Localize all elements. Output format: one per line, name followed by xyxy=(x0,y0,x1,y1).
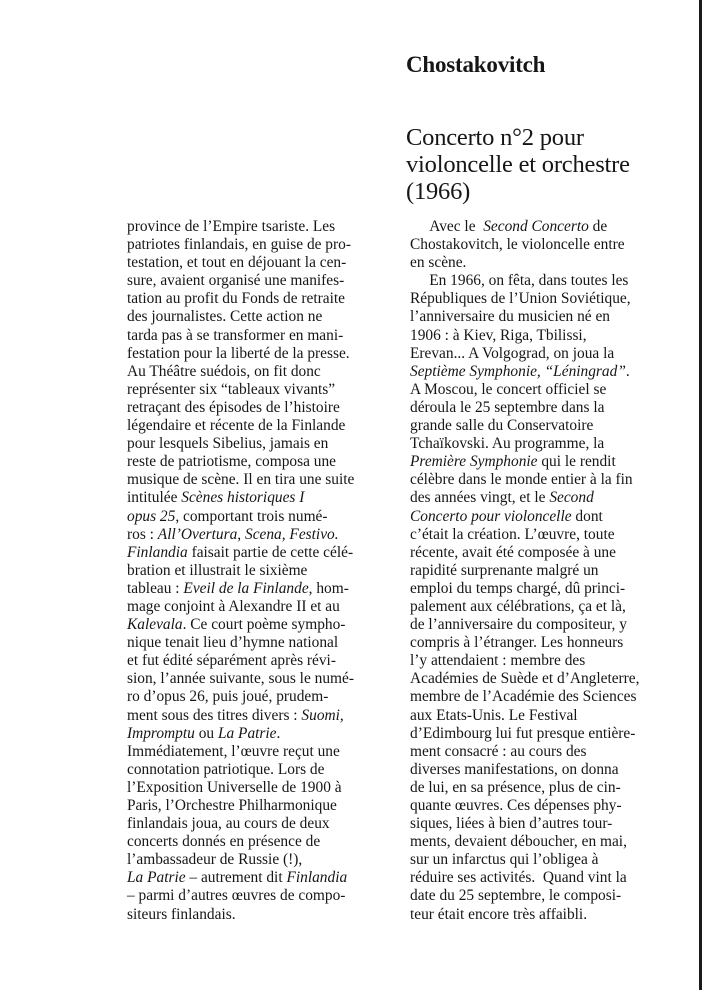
text-line xyxy=(410,489,692,507)
work-title-line: (1966) xyxy=(406,178,471,205)
italic-title: Suomi, xyxy=(301,706,344,724)
text-run: Tchaïkovski. Au programme, la xyxy=(410,435,605,453)
text-line xyxy=(410,526,692,544)
text-run: déroula le 25 septembre dans la xyxy=(410,398,605,416)
text-run: connotation patriotique. Lors de xyxy=(127,760,325,778)
text-line xyxy=(127,345,389,363)
text-line xyxy=(410,887,692,905)
text-run: . xyxy=(625,362,630,380)
text-line xyxy=(410,327,692,345)
text-line xyxy=(410,399,692,417)
right-text-column xyxy=(410,218,692,924)
text-run: l’Exposition Universelle de 1900 à xyxy=(127,778,342,796)
composer-heading: Chostakovitch xyxy=(406,52,546,77)
text-run: tation au profit du Fonds de retraite xyxy=(127,290,345,308)
italic-title: Septième Symphonie, “Léningrad” xyxy=(410,362,626,380)
text-run: siques, liées à bien d’autres tour- xyxy=(410,815,613,833)
text-line xyxy=(410,218,692,236)
text-line xyxy=(410,797,692,815)
italic-title: Second xyxy=(549,489,594,507)
text-run: rapidité surprenante malgré un xyxy=(410,561,599,579)
text-run: patriotes finlandais, en guise de pro- xyxy=(127,236,351,254)
italic-title: Eveil de la Finlande xyxy=(183,579,309,597)
italic-title: Kalevala xyxy=(127,616,183,634)
text-line xyxy=(410,508,692,526)
text-run: de xyxy=(588,218,608,235)
text-line xyxy=(127,453,389,471)
text-run: ments, devaient déboucher, en mai, xyxy=(410,833,627,851)
italic-title: opus 25 xyxy=(127,507,176,525)
text-line xyxy=(127,797,389,815)
text-line xyxy=(127,327,389,345)
italic-title: Concerto pour violoncelle xyxy=(410,507,572,525)
text-line xyxy=(410,906,692,924)
text-run: membre de l’Académie des Sciences xyxy=(410,688,637,706)
text-run: récente, avait été composée à une xyxy=(410,543,616,561)
text-line xyxy=(410,725,692,743)
text-line xyxy=(410,254,692,272)
text-run: siteurs finlandais. xyxy=(127,905,236,923)
text-run: En 1966, on fêta, dans toutes les xyxy=(410,272,629,290)
text-run: l’y attendaient : membre des xyxy=(410,652,586,670)
text-line xyxy=(127,833,389,851)
text-run: teur était encore très affaibli. xyxy=(410,905,588,923)
text-run: représenter six “tableaux vivants” xyxy=(127,380,336,398)
text-line xyxy=(127,598,389,616)
text-line xyxy=(410,779,692,797)
text-line xyxy=(410,345,692,363)
text-run: nique tenait lieu d’hymne national xyxy=(127,634,339,652)
text-line xyxy=(127,435,389,453)
text-run: réduire ses activités. Quand vint la xyxy=(410,869,627,887)
text-line xyxy=(127,562,389,580)
text-line xyxy=(127,743,389,761)
text-line xyxy=(410,580,692,598)
text-line xyxy=(127,652,389,670)
work-title xyxy=(406,124,696,205)
text-line xyxy=(127,290,389,308)
text-run: musique de scène. Il en tira une suite xyxy=(127,471,355,489)
text-run: A Moscou, le concert officiel se xyxy=(410,380,607,398)
text-line xyxy=(410,471,692,489)
text-line xyxy=(127,489,389,507)
text-line xyxy=(127,851,389,869)
text-run: l’anniversaire du musicien né en xyxy=(410,308,611,326)
text-line xyxy=(410,236,692,254)
text-line xyxy=(127,471,389,489)
text-run: Académies de Suède et d’Angleterre, xyxy=(410,670,640,688)
text-line xyxy=(127,779,389,797)
text-run: de lui, en sa présence, plus de cin- xyxy=(410,778,621,796)
italic-title: La Patrie xyxy=(127,869,186,887)
text-run: , comportant trois numé- xyxy=(175,507,328,525)
text-run: quante œuvres. Ces dépenses phy- xyxy=(410,797,622,814)
text-line xyxy=(410,562,692,580)
text-run: légendaire et récente de la Finlande xyxy=(127,417,346,435)
work-title-line: violoncelle et orchestre xyxy=(406,151,630,178)
text-line xyxy=(127,218,389,236)
text-line xyxy=(127,417,389,435)
text-run: des années vingt, et le xyxy=(410,489,550,507)
text-run: en scène. xyxy=(410,254,467,272)
text-line xyxy=(127,580,389,598)
italic-title: Impromptu xyxy=(127,724,195,742)
text-line xyxy=(410,272,692,290)
text-line xyxy=(127,236,389,254)
text-run: Immédiatement, l’œuvre reçut une xyxy=(127,742,340,760)
text-line xyxy=(127,815,389,833)
text-line xyxy=(127,887,389,905)
text-run: sion, l’année suivante, sous le numé- xyxy=(127,670,354,688)
text-line xyxy=(410,670,692,688)
text-run: l’ambassadeur de Russie (!), xyxy=(127,851,303,869)
left-text-column xyxy=(127,218,389,924)
text-line xyxy=(127,399,389,417)
text-line xyxy=(127,526,389,544)
text-line xyxy=(410,308,692,326)
text-run: Au Théâtre suédois, on fit donc xyxy=(127,362,321,380)
text-run: c’était la création. L’œuvre, toute xyxy=(410,525,615,543)
text-run: province de l’Empire tsariste. Les xyxy=(127,218,336,235)
text-run: , hom- xyxy=(308,579,349,597)
text-run: d’Edimbourg lui fut presque entière- xyxy=(410,724,636,742)
italic-title: Finlandia xyxy=(286,869,348,887)
text-line xyxy=(127,761,389,779)
text-line xyxy=(410,869,692,887)
text-line xyxy=(127,670,389,688)
text-run: compris à l’étranger. Les honneurs xyxy=(410,634,624,652)
italic-title: Première Symphonie xyxy=(410,453,538,471)
text-line xyxy=(127,906,389,924)
text-line xyxy=(410,707,692,725)
text-line xyxy=(410,381,692,399)
text-run: reste de patriotisme, composa une xyxy=(127,453,336,471)
text-run: faisait partie de cette célé- xyxy=(187,543,354,561)
text-line xyxy=(410,417,692,435)
text-line xyxy=(410,363,692,381)
text-line xyxy=(127,725,389,743)
text-run: dont xyxy=(571,507,603,525)
text-run: ou xyxy=(194,724,218,742)
text-line xyxy=(127,544,389,562)
text-run: de l’anniversaire du compositeur, y xyxy=(410,616,627,634)
text-run: grande salle du Conservatoire xyxy=(410,417,594,435)
text-run: . Ce court poème sympho- xyxy=(182,616,346,634)
text-line xyxy=(127,272,389,290)
italic-title: La Patrie xyxy=(217,724,277,742)
text-line xyxy=(127,508,389,526)
text-line xyxy=(127,381,389,399)
italic-title: Second Concerto xyxy=(483,218,589,235)
text-run: ros : xyxy=(127,525,158,543)
text-run: aux Etats-Unis. Le Festival xyxy=(410,706,578,724)
text-line xyxy=(127,869,389,887)
text-line xyxy=(410,616,692,634)
text-run: concerts donnés en présence de xyxy=(127,833,321,851)
text-line xyxy=(410,761,692,779)
text-run: mage conjoint à Alexandre II et au xyxy=(127,597,340,615)
text-line xyxy=(127,254,389,272)
italic-title: Scènes historiques I xyxy=(181,489,305,507)
text-run: pour lesquels Sibelius, jamais en xyxy=(127,435,329,453)
text-line xyxy=(410,815,692,833)
text-run: ro d’opus 26, puis joué, prudem- xyxy=(127,688,329,706)
text-run: retraçant des épisodes de l’histoire xyxy=(127,398,340,416)
text-line xyxy=(410,598,692,616)
text-line xyxy=(410,290,692,308)
text-run: Paris, l’Orchestre Philharmonique xyxy=(127,797,337,814)
text-line xyxy=(127,308,389,326)
text-line xyxy=(410,652,692,670)
text-run: Avec le xyxy=(410,218,484,235)
text-run: festation pour la liberté de la presse. xyxy=(127,344,350,362)
text-run: ment sous des titres divers : xyxy=(127,706,302,724)
text-run: intitulée xyxy=(127,489,182,507)
text-run: Chostakovitch, le violoncelle entre xyxy=(410,236,625,254)
text-run: tarda pas à se transformer en mani- xyxy=(127,326,344,344)
work-title-line: Concerto n°2 pour xyxy=(406,124,584,151)
text-line xyxy=(127,363,389,381)
text-run: Erevan... A Volgograd, on joua la xyxy=(410,344,615,362)
text-line xyxy=(127,688,389,706)
italic-title: Finlandia xyxy=(127,543,188,561)
text-run: sur un infarctus qui l’obligea à xyxy=(410,851,599,869)
text-run: – parmi d’autres œuvres de compo- xyxy=(127,887,346,905)
text-run: – autrement dit xyxy=(185,869,287,887)
text-run: célèbre dans le monde entier à la fin xyxy=(410,471,633,489)
text-run: palement aux célébrations, ça et là, xyxy=(410,597,626,615)
text-run: diverses manifestations, on donna xyxy=(410,760,619,778)
text-line xyxy=(410,851,692,869)
text-run: et fut édité séparément après révi- xyxy=(127,652,336,670)
text-run: sure, avaient organisé une manifes- xyxy=(127,272,345,290)
text-line xyxy=(127,616,389,634)
text-run: date du 25 septembre, le composi- xyxy=(410,887,622,905)
text-line xyxy=(410,688,692,706)
text-run: ment consacré : au cours des xyxy=(410,742,587,760)
text-run: emploi du temps chargé, dû princi- xyxy=(410,579,626,597)
text-line xyxy=(410,743,692,761)
italic-title: All’Overtura, Scena, Festivo. xyxy=(157,525,339,543)
text-run: finlandais joua, au cours de deux xyxy=(127,815,330,833)
text-run: des journalistes. Cette action ne xyxy=(127,308,323,326)
text-run: . xyxy=(276,724,281,742)
text-run: testation, et tout en déjouant la cen- xyxy=(127,254,347,272)
text-line xyxy=(410,833,692,851)
text-line xyxy=(410,435,692,453)
text-run: 1906 : à Kiev, Riga, Tbilissi, xyxy=(410,326,587,344)
text-run: tableau : xyxy=(127,579,184,597)
text-line xyxy=(127,707,389,725)
text-line xyxy=(410,634,692,652)
text-run: bration et illustrait le sixième xyxy=(127,561,308,579)
text-run: qui le rendit xyxy=(537,453,616,471)
text-line xyxy=(410,453,692,471)
text-run: Républiques de l’Union Soviétique, xyxy=(410,290,631,308)
text-line xyxy=(410,544,692,562)
text-line xyxy=(127,634,389,652)
